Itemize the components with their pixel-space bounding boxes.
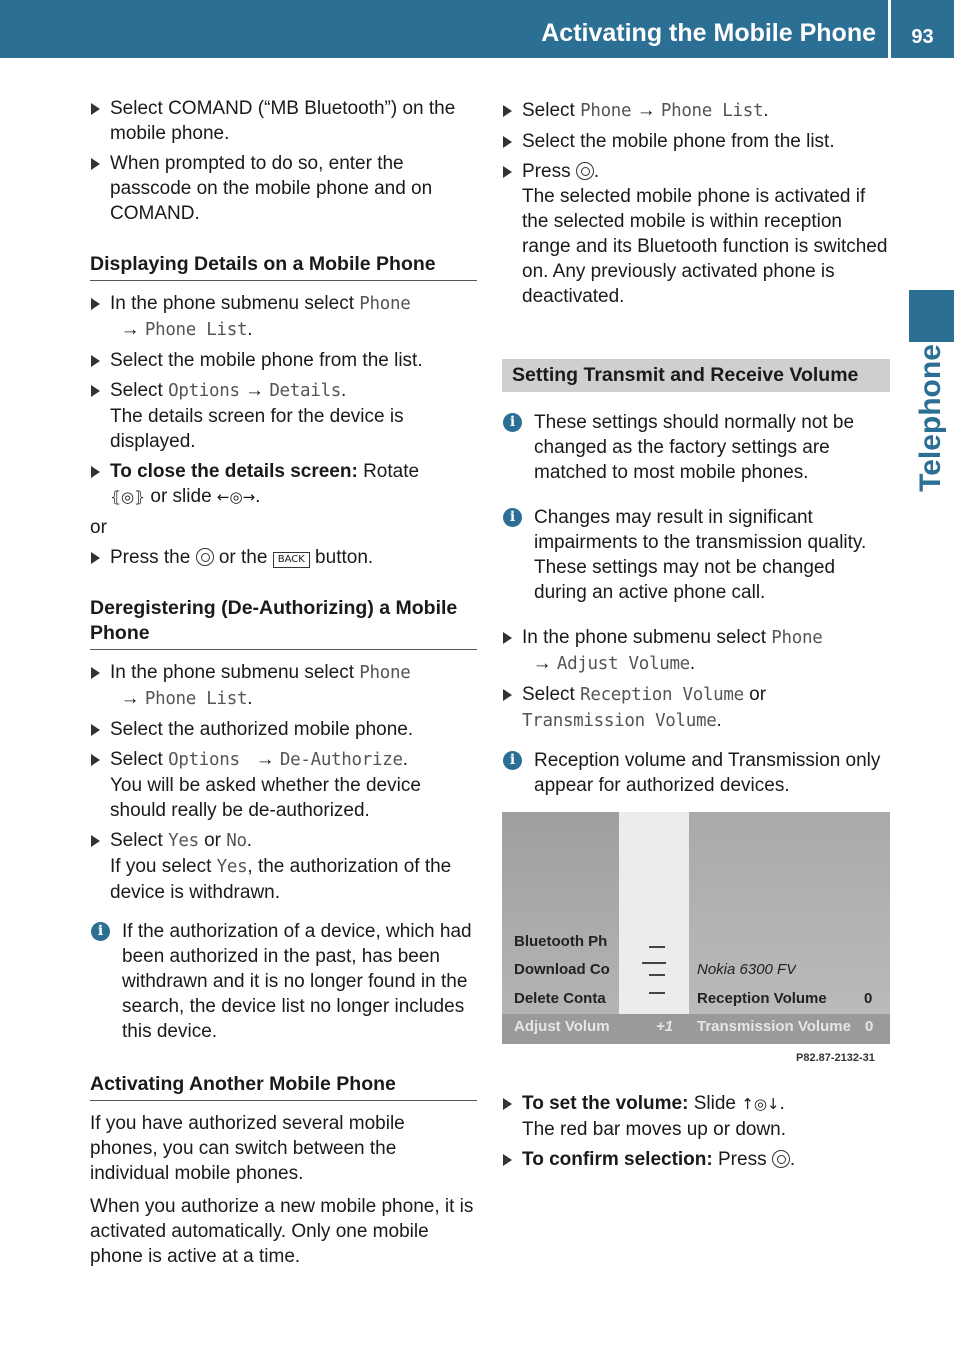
- info-icon: i: [503, 413, 522, 432]
- image-reference-code: P82.87-2132-31: [796, 1052, 875, 1064]
- screen-volume-value: +1: [656, 1018, 674, 1035]
- step-select-de-authorize: Select Options → De-Authorize. You will be asked whether the device should really be de-authorized.: [90, 747, 477, 823]
- volume-tick: [649, 974, 665, 976]
- section-heading-deregistering: Deregistering (De-Authorizing) a Mobile Phone: [90, 596, 477, 650]
- volume-screen-image: [502, 812, 890, 1044]
- right-column: [502, 96, 890, 818]
- info-note-withdrawn: i If the authorization of a device, which had been authorized in the past, has been withdrawn and it is no longer found in the search, the device list no longer includes this device.: [90, 919, 477, 1044]
- step-select-phone-list-right: Select Phone → Phone List.: [502, 98, 890, 124]
- or-text: or: [90, 517, 107, 538]
- screen-transmission-volume: Transmission Volume: [697, 1018, 851, 1035]
- step-select-phone-right: Select the mobile phone from the list.: [502, 129, 890, 154]
- chapter-tab-marker: [909, 290, 954, 342]
- step-select-options-details: Select Options → Details. The details screen for the device is displayed.: [90, 378, 477, 454]
- step-select-phone-list: In the phone submenu select Phone → Phone List.: [90, 291, 477, 343]
- screen-volume-bar: [619, 812, 689, 1044]
- step-close-details: To close the details screen: Rotate ⦃◎⦄ or slide ←◎→.: [90, 459, 477, 510]
- paragraph-auto-activation: When you authorize a new mobile phone, it is activated automatically. Only one mobile phone is active at a time.: [90, 1196, 474, 1267]
- page-title: Activating the Mobile Phone: [541, 19, 876, 47]
- back-key-icon: BACK: [273, 552, 310, 568]
- step-press-back: Press the or the BACK button.: [90, 545, 477, 570]
- info-note-factory-settings: i These settings should normally not be changed as the factory settings are matched to most mobile phones.: [502, 410, 890, 485]
- info-icon: i: [91, 922, 110, 941]
- press-controller-icon: [576, 162, 594, 180]
- info-icon: i: [503, 508, 522, 527]
- slide-controller-icon: ↑◎↓: [741, 1095, 780, 1113]
- step-select-phone: Select the mobile phone from the list.: [90, 348, 477, 373]
- screen-menu-item: Bluetooth Ph: [514, 933, 608, 950]
- page-header: [0, 0, 954, 58]
- rotate-controller-icon: ⦃◎⦄: [110, 488, 146, 506]
- step-set-volume: To set the volume: Slide ↑◎↓. The red bar moves up or down.: [502, 1091, 890, 1142]
- press-controller-icon: [772, 1150, 790, 1168]
- screen-menu-item: Download Co: [514, 961, 610, 978]
- screen-reception-value: 0: [864, 990, 873, 1007]
- step-select-authorized-phone: Select the authorized mobile phone.: [90, 717, 477, 742]
- info-note-authorized-only: i Reception volume and Transmission only appear for authorized devices.: [502, 748, 890, 798]
- volume-tick: [649, 946, 665, 948]
- info-note-quality: i Changes may result in significant impairments to the transmission quality. These settings may not be changed during an active phone call.: [502, 505, 890, 605]
- section-heading-display-details: Displaying Details on a Mobile Phone: [90, 252, 477, 281]
- screen-menu-item: Delete Conta: [514, 990, 606, 1007]
- slide-controller-icon: ←◎→: [216, 488, 256, 506]
- page-number: 93: [911, 26, 934, 48]
- step-adjust-volume: In the phone submenu select Phone → Adjust Volume.: [502, 625, 890, 677]
- step-select-yes-no: Select Yes or No. If you select Yes, the authorization of the device is withdrawn.: [90, 828, 477, 905]
- step-select-volume-type: Select Reception Volume or Transmission Volume.: [502, 682, 890, 734]
- section-heading-activating-another: Activating Another Mobile Phone: [90, 1072, 477, 1101]
- final-steps: [502, 1091, 890, 1177]
- left-column: [90, 96, 477, 1277]
- chapter-tab-label: Telephone: [914, 344, 947, 492]
- screen-device-panel: [689, 812, 890, 1044]
- step-select-comand: Select COMAND (“MB Bluetooth”) on the mobile phone.: [90, 96, 477, 146]
- volume-indicator: [642, 962, 666, 964]
- info-icon: i: [503, 751, 522, 770]
- screen-transmission-value: 0: [865, 1018, 874, 1035]
- section-heading-volume: Setting Transmit and Receive Volume: [502, 359, 890, 392]
- step-enter-passcode: When prompted to do so, enter the passcode on the mobile phone and on COMAND.: [90, 151, 477, 226]
- screen-reception-volume: Reception Volume: [697, 990, 827, 1007]
- paragraph-switch-phones: If you have authorized several mobile phones, you can switch between the individual mobile phones.: [90, 1113, 405, 1184]
- screen-menu-item-selected: Adjust Volum: [514, 1018, 610, 1035]
- step-press-activate: Press . The selected mobile phone is activated if the selected mobile is within reception range and its Bluetooth function is switched on. Any previously activated phone is deactivated.: [502, 159, 890, 309]
- screen-device-name: Nokia 6300 FV: [697, 961, 797, 978]
- volume-tick: [649, 992, 665, 994]
- press-controller-icon: [196, 548, 214, 566]
- screen-menu-panel: [502, 812, 619, 1044]
- step-confirm-selection: To confirm selection: Press .: [502, 1147, 890, 1172]
- step-dereg-phone-list: In the phone submenu select Phone → Phone List.: [90, 660, 477, 712]
